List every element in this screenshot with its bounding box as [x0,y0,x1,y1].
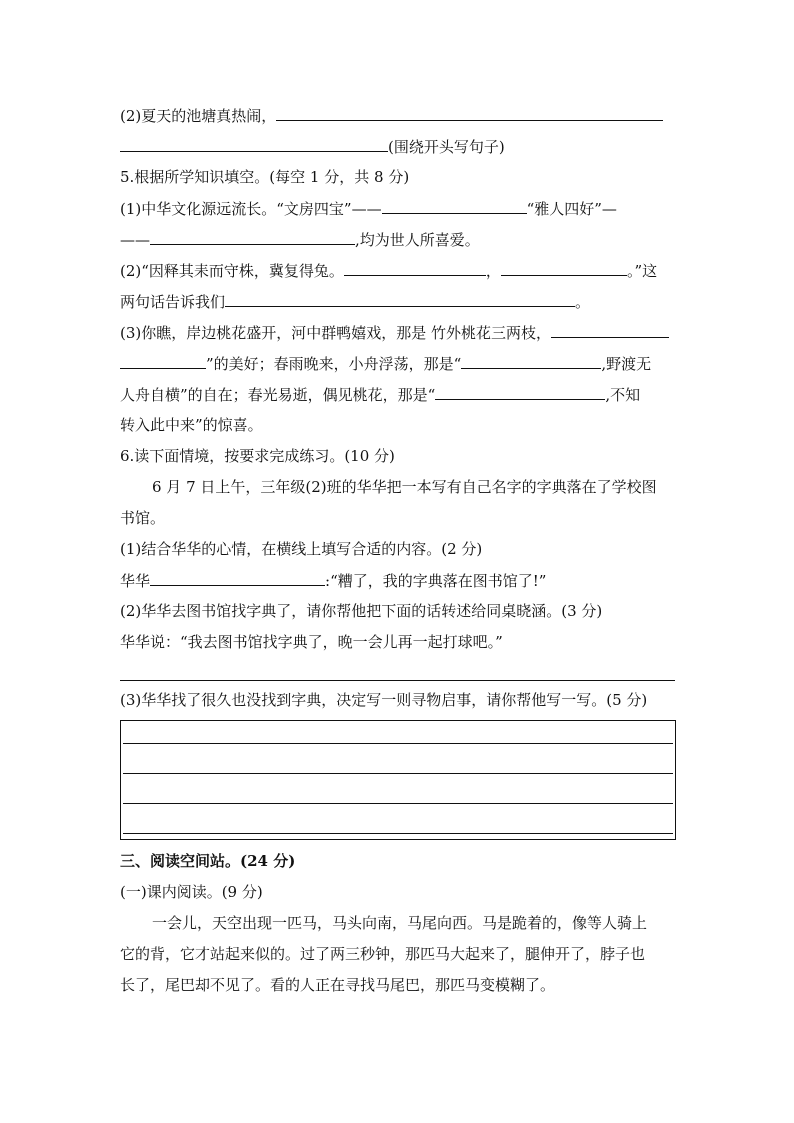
answer-box-rule-2 [123,773,673,774]
q5-part2-text-a: (2)“因释其耒而守株，冀复得兔。 [120,262,344,280]
q5-part3-line4: 转入此中来”的惊喜。 [120,416,263,434]
q4-part2-line2 [120,133,675,164]
q4-part2-line [120,102,675,133]
q6-part1-title: (1)结合华华的心情，在横线上填写合适的内容。(2 分) [120,540,483,558]
q5-part1-text-d: ,均为世人所喜爱。 [355,231,480,249]
q5-part3-line [120,319,675,350]
q5-blank-poem-2[interactable] [461,350,601,369]
q6-lost-notice-answer-box[interactable] [120,720,676,840]
worksheet-page [120,102,675,1003]
section3-subtitle: (一)课内阅读。(9 分) [120,883,263,901]
q6-part2-title: (2)华华去图书馆找字典了，请你帮他把下面的话转述给同桌晓涵。(3 分) [120,602,603,620]
q5-blank-poem-3[interactable] [435,381,605,400]
q5-part2-text-c: 。”这 [626,262,658,280]
reading-paragraph-line1: 一会儿，天空出现一匹马，马头向南，马尾向西。马是跪着的，像等人骑上 [152,914,648,932]
q5-part3-text-a: (3)你瞧，岸边桃花盛开，河中群鸭嬉戏，那是 竹外桃花三两枝， [120,324,552,342]
q5-blank-idiom-2[interactable] [501,257,627,276]
q6-part2-quote: 华华说：“我去图书馆找字典了，晚一会儿再一起打球吧。” [120,633,503,651]
q4-part2-blank[interactable] [276,102,663,121]
reading-paragraph-line2: 它的背，它才站起来似的。过了两三秒钟，那匹马大起来了，腿伸开了，脖子也 [120,945,646,963]
answer-box-rule-1 [123,743,673,744]
q5-blank-lesson[interactable] [225,288,575,307]
q5-part1-line2 [120,226,675,257]
q5-part2-text-d: 两句话告诉我们 [120,293,226,311]
q5-part3-line3 [120,381,675,412]
q6-part1-text-b: :“糟了，我的字典落在图书馆了!” [325,572,547,590]
q5-title: 5.根据所学知识填空。(每空 1 分，共 8 分) [120,168,410,186]
q5-part3-line2 [120,350,675,381]
q4-part2-prompt: (2)夏天的池塘真热闹， [120,107,277,125]
answer-box-rule-3 [123,803,673,804]
q5-blank-poem-1[interactable] [551,319,669,338]
q6-scenario-line1: 6 月 7 日上午，三年级(2)班的华华把一本写有自己名字的字典落在了学校图 [152,478,657,496]
q5-part1-text-c: —— [120,231,150,249]
q5-part1-text-a: (1)中华文化源远流长。“文房四宝”—— [120,200,382,218]
q5-part2-line2 [120,288,675,319]
q6-scenario-line2: 书馆。 [120,509,166,527]
q5-blank-four-treasures[interactable] [382,195,527,214]
q5-part1-text-b: “雅人四好”— [526,200,617,218]
reading-paragraph-line3: 长了，尾巴却不见了。看的人正在寻找马尾巴，那匹马变模糊了。 [120,976,556,994]
q5-blank-idiom-1[interactable] [344,257,486,276]
q6-part1-line [120,567,675,598]
q5-part2-text-b: ， [485,262,501,280]
q6-part3-title: (3)华华找了很久也没找到字典，决定写一则寻物启事，请你帮他写一写。(5 分) [120,691,648,709]
q5-part3-text-c: ,野渡无 [601,355,652,373]
q6-title: 6.读下面情境，按要求完成练习。(10 分) [120,447,395,465]
q5-blank-poem-1-cont[interactable] [120,350,206,369]
section3-title: 三、阅读空间站。(24 分) [120,852,296,870]
q6-part2-answer-line[interactable] [120,660,675,681]
q5-part2-text-e: 。 [575,293,591,311]
q5-part3-text-b: ”的美好；春雨晚来，小舟浮荡，那是“ [206,355,462,373]
q4-part2-hint: (围绕开头写句子) [388,138,505,156]
q5-part2-line [120,257,675,288]
q6-part1-text-a: 华华 [120,572,151,590]
q5-part3-text-d: 人舟自横”的自在；春光易逝，偶见桃花，那是“ [120,386,436,404]
q5-blank-four-hobbies[interactable] [150,226,355,245]
q5-part1-line [120,195,675,226]
q5-part3-text-e: ,不知 [605,386,641,404]
q6-blank-mood[interactable] [150,567,325,586]
answer-box-rule-4 [123,833,673,834]
q4-part2-blank2[interactable] [120,133,388,152]
